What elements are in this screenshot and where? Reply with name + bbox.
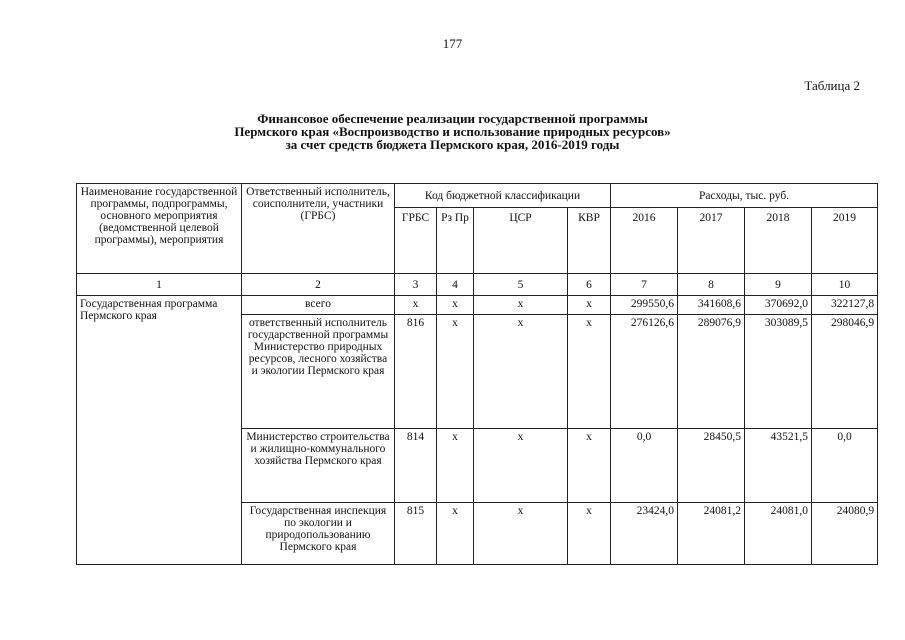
- column-number: 10: [812, 274, 878, 296]
- column-number: 8: [678, 274, 745, 296]
- title-line-1: Финансовое обеспечение реализации государственной программы: [257, 111, 648, 126]
- kvr-cell: x: [568, 315, 611, 429]
- value-2019-cell: 322127,8: [812, 296, 878, 315]
- value-2017-cell: 341608,6: [678, 296, 745, 315]
- grbs-cell: 815: [395, 503, 437, 565]
- kvr-cell: x: [568, 296, 611, 315]
- rzpr-cell: x: [437, 296, 474, 315]
- column-number: 2: [242, 274, 395, 296]
- grbs-cell: 814: [395, 429, 437, 503]
- value-2019-cell: 298046,9: [812, 315, 878, 429]
- csr-cell: x: [474, 429, 568, 503]
- executor-cell: Министерство строительства и жилищно-коммунального хозяйства Пермского края: [242, 429, 395, 503]
- financing-table: [76, 183, 878, 565]
- header-rzpr: Рз Пр: [437, 208, 474, 274]
- rzpr-cell: x: [437, 315, 474, 429]
- value-2018-cell: 43521,5: [745, 429, 812, 503]
- column-number: 1: [77, 274, 242, 296]
- column-number: 4: [437, 274, 474, 296]
- value-2016-cell: 276126,6: [611, 315, 678, 429]
- value-2016-cell: 23424,0: [611, 503, 678, 565]
- table-row: [77, 296, 878, 315]
- value-2019-cell: 0,0: [812, 429, 878, 503]
- header-code-group: Код бюджетной классификации: [395, 184, 611, 208]
- value-2019-cell: 24080,9: [812, 503, 878, 565]
- grbs-cell: x: [395, 296, 437, 315]
- header-expenses-group: Расходы, тыс. руб.: [611, 184, 878, 208]
- executor-cell: Государственная инспекция по экологии и природопользованию Пермского края: [242, 503, 395, 565]
- header-2018: 2018: [745, 208, 812, 274]
- executor-cell: ответственный исполнитель государственной программы Министерство природных ресурсов, лесного хозяйства и экологии Пермского края: [242, 315, 395, 429]
- kvr-cell: x: [568, 503, 611, 565]
- document-title: [0, 112, 905, 151]
- column-number: 3: [395, 274, 437, 296]
- page-number: 177: [442, 36, 463, 51]
- header-2019: 2019: [812, 208, 878, 274]
- csr-cell: x: [474, 296, 568, 315]
- executor-cell: всего: [242, 296, 395, 315]
- column-number: 7: [611, 274, 678, 296]
- value-2018-cell: 370692,0: [745, 296, 812, 315]
- column-number: 9: [745, 274, 812, 296]
- csr-cell: x: [474, 315, 568, 429]
- rzpr-cell: x: [437, 429, 474, 503]
- program-name-cell: Государственная программа Пермского края: [77, 296, 242, 565]
- kvr-cell: x: [568, 429, 611, 503]
- value-2018-cell: 303089,5: [745, 315, 812, 429]
- header-kvr: КВР: [568, 208, 611, 274]
- rzpr-cell: x: [437, 503, 474, 565]
- value-2017-cell: 289076,9: [678, 315, 745, 429]
- header-name: Наименование государственной программы, подпрограммы, основного мероприятия (ведомственной целевой программы), мероприятия: [77, 184, 242, 274]
- column-number: 6: [568, 274, 611, 296]
- header-grbs: ГРБС: [395, 208, 437, 274]
- grbs-cell: 816: [395, 315, 437, 429]
- csr-cell: x: [474, 503, 568, 565]
- value-2018-cell: 24081,0: [745, 503, 812, 565]
- value-2016-cell: 0,0: [611, 429, 678, 503]
- value-2016-cell: 299550,6: [611, 296, 678, 315]
- table-label: Таблица 2: [804, 78, 860, 93]
- header-csr: ЦСР: [474, 208, 568, 274]
- column-number: 5: [474, 274, 568, 296]
- value-2017-cell: 24081,2: [678, 503, 745, 565]
- header-2017: 2017: [678, 208, 745, 274]
- header-executor: Ответственный исполнитель, соисполнители, участники (ГРБС): [242, 184, 395, 274]
- header-2016: 2016: [611, 208, 678, 274]
- column-numbers-row: [77, 274, 878, 296]
- value-2017-cell: 28450,5: [678, 429, 745, 503]
- title-line-2: Пермского края «Воспроизводство и использование природных ресурсов»: [234, 124, 671, 139]
- title-line-3: за счет средств бюджета Пермского края, 2016-2019 годы: [285, 137, 620, 152]
